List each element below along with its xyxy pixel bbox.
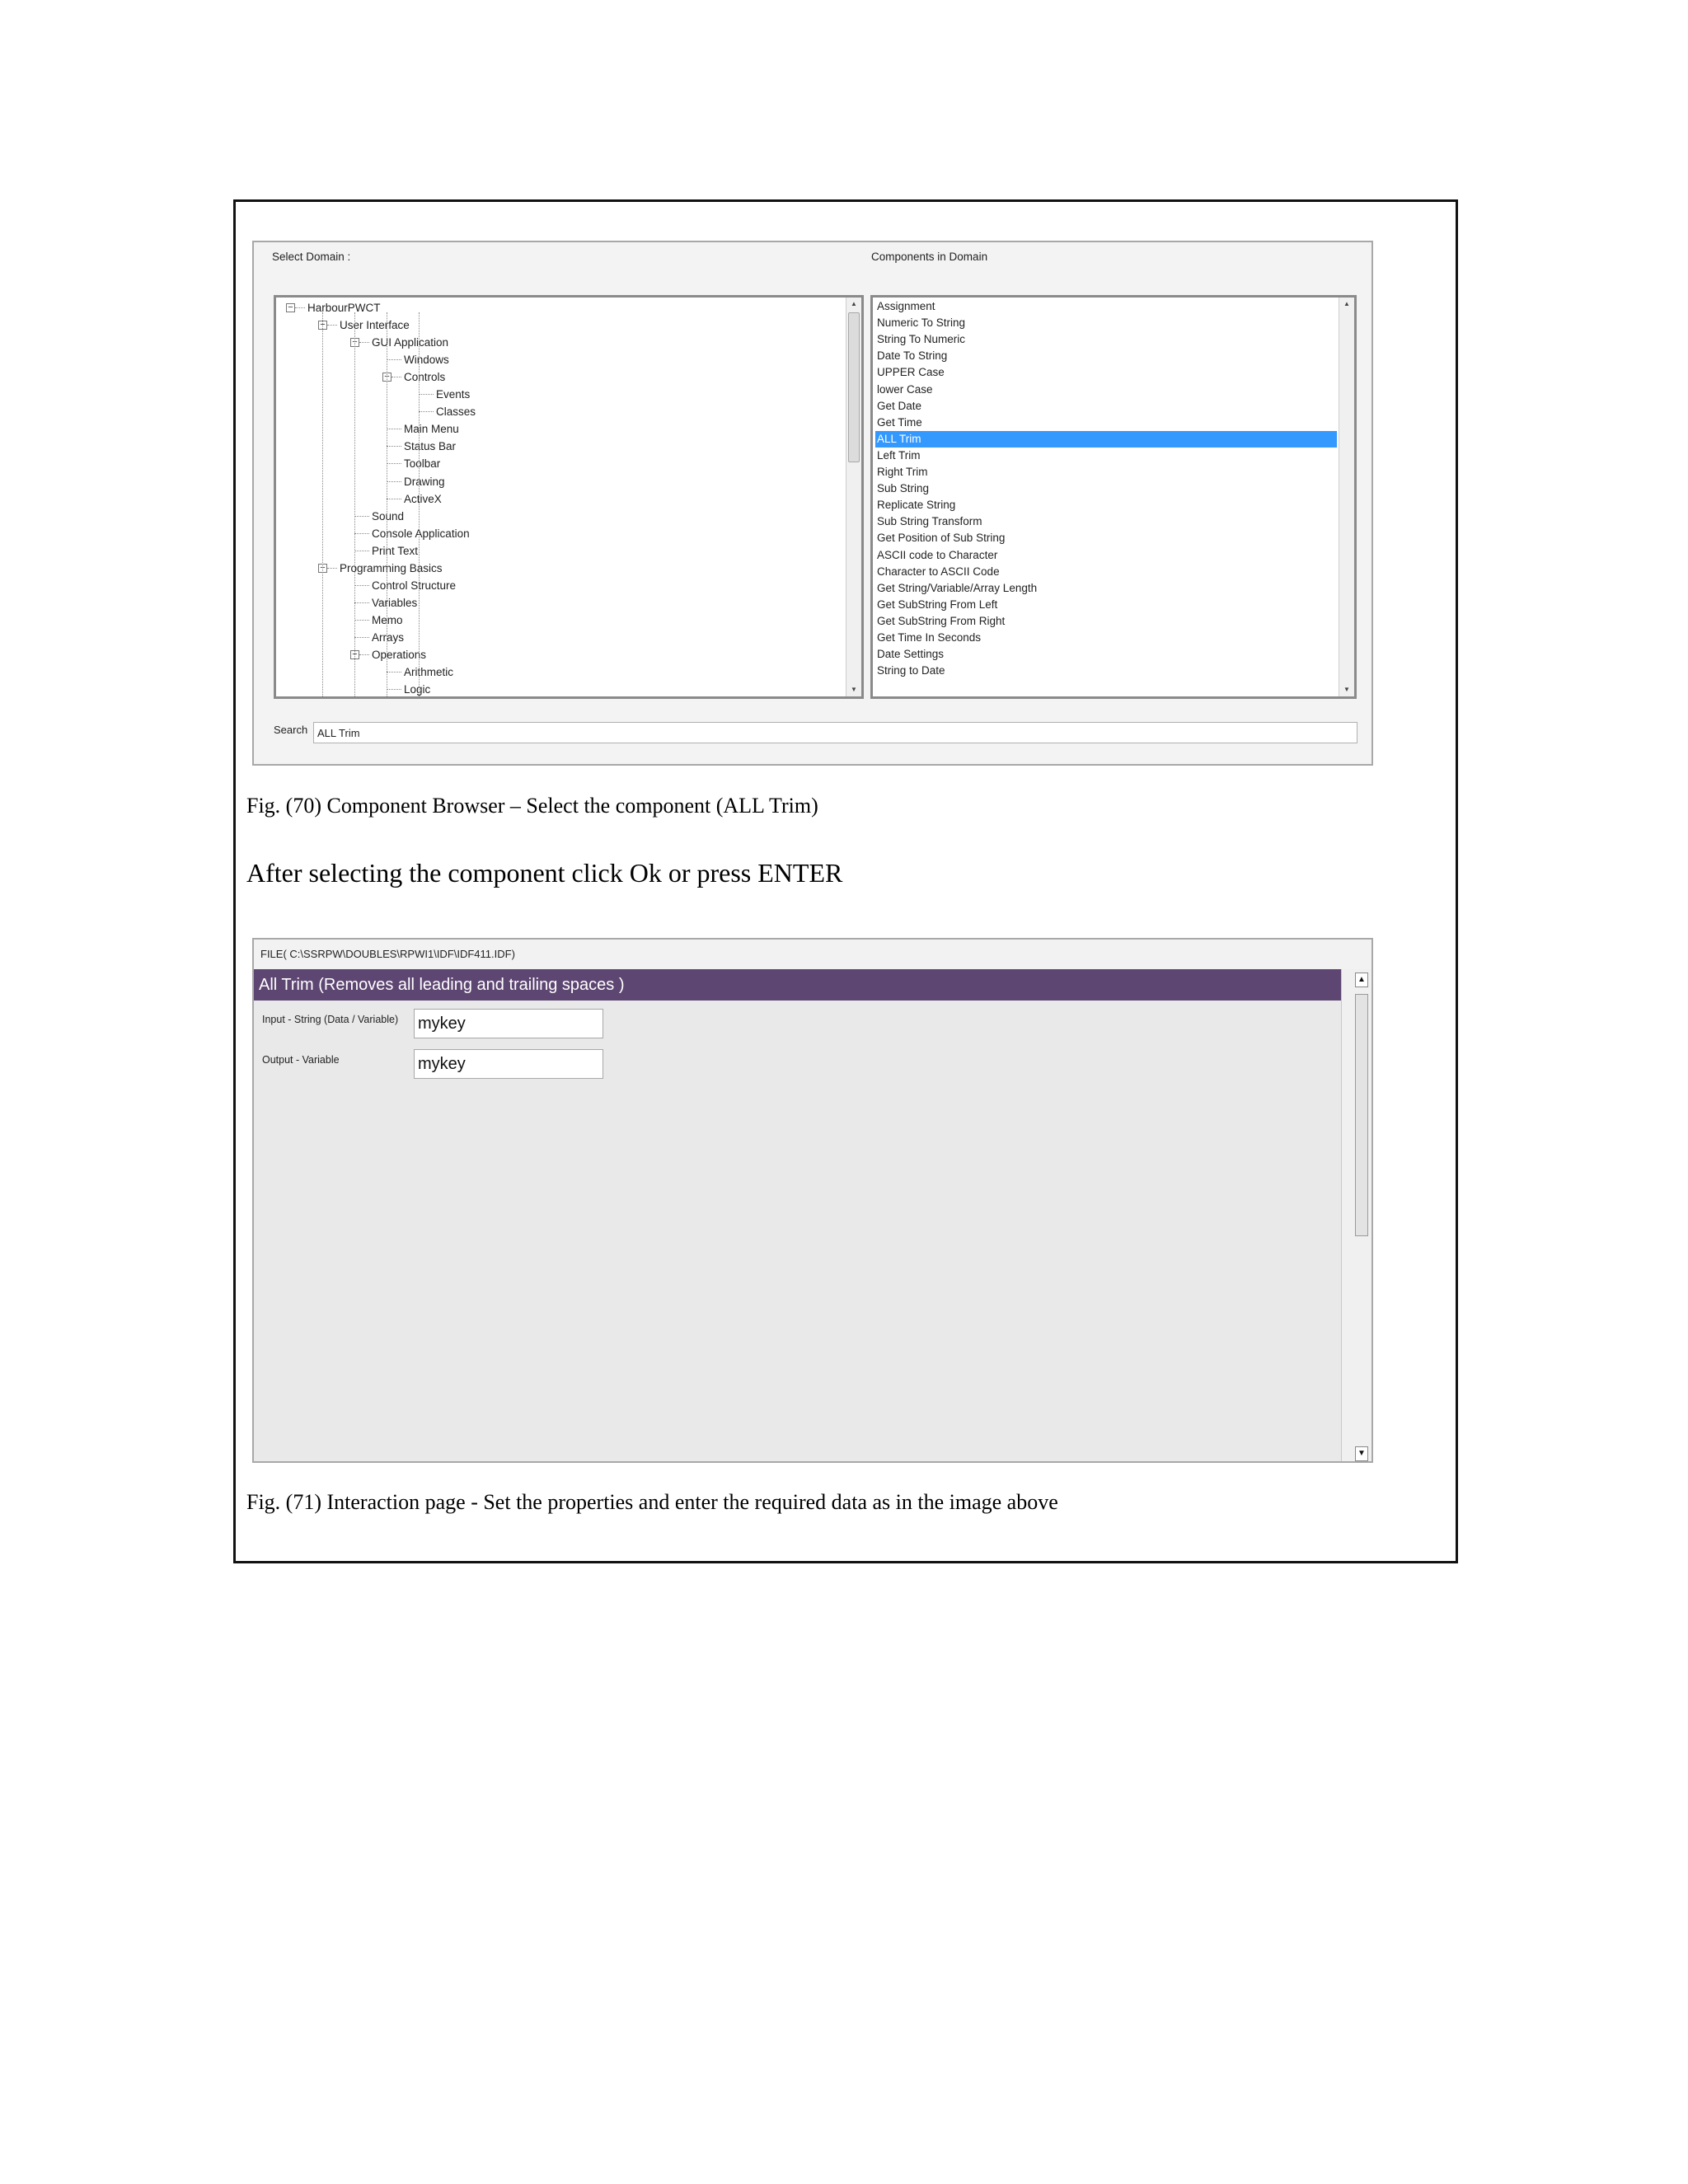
- components-in-domain-label: Components in Domain: [871, 251, 988, 263]
- output-variable-label: Output - Variable: [262, 1054, 340, 1066]
- component-list-item[interactable]: Get SubString From Left: [877, 598, 998, 611]
- tree-expander-icon[interactable]: −: [350, 650, 359, 659]
- component-list-item[interactable]: Date Settings: [877, 648, 945, 661]
- component-list-item[interactable]: Sub String Transform: [877, 515, 982, 528]
- tree-connector: [387, 359, 401, 361]
- tree-connector: [295, 307, 305, 309]
- tree-connector: [387, 499, 401, 500]
- tree-connector: [419, 394, 434, 396]
- domain-tree[interactable]: [274, 295, 864, 699]
- components-list-scrollbar[interactable]: [1339, 298, 1354, 696]
- component-list-item[interactable]: Get Time: [877, 415, 922, 429]
- tree-item[interactable]: Variables: [372, 596, 418, 609]
- component-list-item[interactable]: Left Trim: [877, 448, 921, 462]
- tree-guide-line: [322, 312, 324, 699]
- tree-item[interactable]: Memo: [372, 613, 403, 626]
- tree-item[interactable]: Logic: [404, 683, 431, 696]
- component-list-item[interactable]: Get String/Variable/Array Length: [877, 581, 1038, 594]
- interaction-title: All Trim (Removes all leading and trailing spaces ): [254, 969, 1342, 1001]
- tree-item[interactable]: Arrays: [372, 630, 405, 644]
- tree-guide-line: [354, 312, 356, 699]
- tree-guide-line: [419, 312, 420, 699]
- tree-connector: [387, 463, 401, 465]
- file-path-bar: FILE( C:\SSRPW\DOUBLES\RPWI1\IDF\IDF411.IDF): [254, 940, 1372, 969]
- component-list-item[interactable]: String To Numeric: [877, 333, 966, 346]
- tree-connector: [354, 551, 369, 552]
- domain-tree-scrollbar[interactable]: [846, 298, 861, 696]
- component-list-item[interactable]: ALL Trim: [875, 431, 1337, 448]
- tree-connector: [392, 377, 401, 378]
- tree-connector: [387, 481, 401, 483]
- tree-expander-icon[interactable]: −: [286, 303, 295, 312]
- scroll-up-icon[interactable]: ▲: [1355, 972, 1368, 987]
- tree-item[interactable]: Control Structure: [372, 579, 457, 592]
- component-list-item[interactable]: String to Date: [877, 664, 945, 677]
- tree-item[interactable]: Events: [436, 388, 471, 401]
- component-list-item[interactable]: lower Case: [877, 382, 933, 396]
- tree-connector: [327, 568, 337, 569]
- tree-item[interactable]: Controls: [404, 371, 446, 384]
- fig71-caption: Fig. (71) Interaction page - Set the properties and enter the required data as in the image above: [246, 1490, 1058, 1514]
- select-domain-label: Select Domain :: [272, 251, 351, 263]
- tree-item[interactable]: Sound: [372, 509, 405, 523]
- component-list-item[interactable]: Get Position of Sub String: [877, 532, 1006, 545]
- component-list-item[interactable]: Sub String: [877, 482, 930, 495]
- tree-connector: [387, 446, 401, 448]
- tree-connector: [354, 637, 369, 639]
- interaction-scrollbar[interactable]: [1341, 969, 1372, 1461]
- tree-connector: [359, 654, 369, 656]
- tree-expander-icon[interactable]: −: [350, 338, 359, 347]
- component-list-item[interactable]: Assignment: [877, 300, 935, 312]
- tree-item[interactable]: Windows: [404, 354, 449, 367]
- component-list-item[interactable]: Get Time In Seconds: [877, 631, 982, 644]
- tree-item[interactable]: Classes: [436, 405, 476, 419]
- search-label: Search: [274, 724, 308, 736]
- tree-connector: [354, 585, 369, 587]
- scroll-thumb[interactable]: [1355, 994, 1368, 1236]
- tree-expander-icon[interactable]: −: [318, 564, 327, 573]
- tree-item[interactable]: User Interface: [340, 319, 410, 332]
- scroll-up-icon[interactable]: ▲: [851, 300, 857, 307]
- component-list-item[interactable]: Numeric To String: [877, 316, 966, 330]
- tree-item[interactable]: HarbourPWCT: [307, 302, 381, 314]
- tree-item[interactable]: GUI Application: [372, 336, 449, 349]
- search-input[interactable]: [313, 722, 1357, 743]
- scroll-down-icon[interactable]: ▼: [1355, 1446, 1368, 1461]
- scroll-down-icon[interactable]: ▼: [851, 686, 857, 693]
- tree-item[interactable]: Print Text: [372, 544, 419, 557]
- component-list-item[interactable]: Date To String: [877, 349, 948, 363]
- input-string-field[interactable]: [414, 1009, 603, 1038]
- tree-guide-line: [387, 312, 388, 699]
- tree-item[interactable]: Arithmetic: [404, 666, 454, 679]
- tree-connector: [359, 342, 369, 344]
- tree-connector: [419, 411, 434, 413]
- tree-connector: [354, 620, 369, 621]
- tree-item[interactable]: Console Application: [372, 527, 470, 540]
- output-variable-field[interactable]: [414, 1049, 603, 1079]
- components-list[interactable]: [870, 295, 1357, 699]
- tree-connector: [387, 672, 401, 673]
- input-string-label: Input - String (Data / Variable): [262, 1014, 399, 1025]
- tree-connector: [354, 602, 369, 604]
- fig70-caption: Fig. (70) Component Browser – Select the component (ALL Trim): [246, 794, 818, 818]
- tree-connector: [354, 516, 369, 518]
- component-list-item[interactable]: Right Trim: [877, 466, 928, 478]
- tree-item[interactable]: Programming Basics: [340, 561, 443, 574]
- interaction-page: [252, 938, 1373, 1463]
- tree-connector: [327, 325, 337, 326]
- tree-item[interactable]: Status Bar: [404, 440, 457, 453]
- tree-expander-icon[interactable]: −: [318, 321, 327, 330]
- tree-item[interactable]: Main Menu: [404, 423, 459, 436]
- component-list-item[interactable]: ASCII code to Character: [877, 548, 998, 561]
- scroll-up-icon[interactable]: ▲: [1343, 300, 1350, 307]
- component-list-item[interactable]: Replicate String: [877, 499, 956, 512]
- component-list-item[interactable]: Get Date: [877, 399, 922, 412]
- tree-item[interactable]: Operations: [372, 649, 427, 661]
- component-browser: [252, 241, 1373, 766]
- scroll-down-icon[interactable]: ▼: [1343, 686, 1350, 693]
- instruction-text: After selecting the component click Ok or press ENTER: [246, 858, 843, 888]
- component-list-item[interactable]: Get SubString From Right: [877, 614, 1006, 627]
- tree-connector: [387, 429, 401, 430]
- tree-item[interactable]: Toolbar: [404, 457, 441, 471]
- tree-item[interactable]: ActiveX: [404, 492, 442, 505]
- tree-connector: [387, 689, 401, 691]
- component-list-item[interactable]: UPPER Case: [877, 366, 945, 379]
- tree-connector: [354, 533, 369, 535]
- tree-expander-icon[interactable]: −: [382, 373, 392, 382]
- scroll-thumb[interactable]: [848, 312, 860, 462]
- tree-item[interactable]: Drawing: [404, 475, 445, 488]
- component-list-item[interactable]: Character to ASCII Code: [877, 565, 1000, 578]
